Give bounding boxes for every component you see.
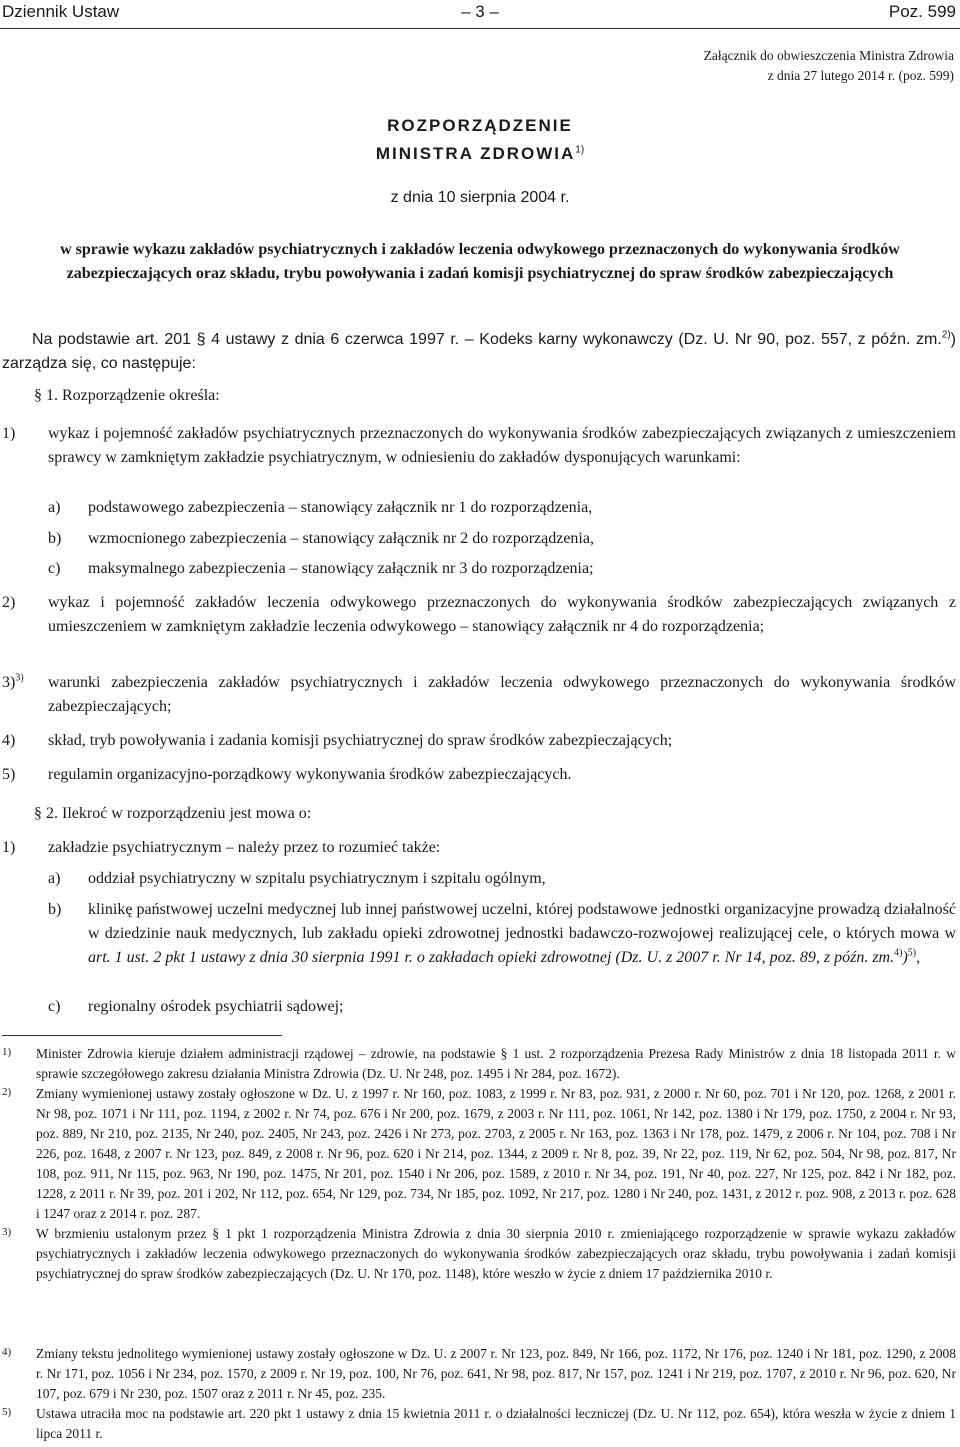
annex-note: [534, 46, 954, 86]
footnote-1-text: Minister Zdrowia kieruje działem administracji rządowej – zdrowie, na podstawie § 1 ust. 2 rozporządzenia Prezesa Rady Ministrów z dnia 18 listopada 2011 r. w sprawie szczegółowego zakresu działania Ministra Zdrowia (Dz. U. Nr 248, poz. 1495 i Nr 284, poz. 1672).: [36, 1046, 956, 1081]
s1-item-4-text: skład, tryb powoływania i zadania komisji psychiatrycznej do spraw środków zabezpieczających;: [48, 732, 673, 749]
s2-sub-b-text-1: klinikę państwowej uczelni medycznej lub innej państwowej uczelni, której podstawowe jednostki organizacyjne prowadzą działalność w dziedzinie nauk medycznych, lub zakładu opieki zdrowotnej jednostki badawczo-rozwojowej realizującej cele, o których mowa w: [88, 901, 956, 942]
s1-sub-c-label: c): [48, 560, 61, 577]
s1-item-1-number: 1): [2, 425, 16, 442]
footnote-5-number: 5): [2, 1406, 12, 1418]
position-number: Poz. 599: [888, 2, 956, 21]
s2-sub-b-footnote-ref-5: 5): [907, 947, 917, 959]
s1-sub-a-label: a): [48, 499, 61, 516]
section-2-heading: § 2. Ilekroć w rozporządzeniu jest mowa o:: [34, 805, 312, 822]
s1-item-3-footnote-ref: 3): [15, 672, 24, 684]
annex-line-2: z dnia 27 lutego 2014 r. (poz. 599): [767, 68, 954, 83]
s1-item-1-text: wykaz i pojemność zakładów psychiatrycznych przeznaczonych do wykonywania środków zabezpieczających związanych z umieszczeniem sprawcy w zamkniętym zakładzie psychiatrycznym, w odniesieniu do zakładów dysponujących warunkami:: [48, 425, 956, 466]
s2-sub-b-text: klinikę państwowej uczelni medycznej lub innej państwowej uczelni, której podstawowe jednostki organizacyjne prowadzą działalność w dziedzinie nauk medycznych, lub zakładu opieki zdrowotnej jednostki badawczo-rozwojowej realizującej cele, o których mowa w art. 1 ust. 2 pkt 1 ustawy z dnia 30 sierpnia 1991 r. o zakładach opieki zdrowotnej (Dz. U. z 2007 r. Nr 14, poz. 89, z późn. zm.$^{4)}$)$^{5)}$,: [88, 901, 956, 966]
s1-item-2-text: wykaz i pojemność zakładów leczenia odwykowego przeznaczonych do wykonywania środków zabezpieczających związanych z umieszczeniem w zamkniętym zakładzie leczenia odwykowego – stanowiący załącznik nr 4 do rozporządzenia;: [48, 594, 956, 635]
document-date: z dnia 10 sierpnia 2004 r.: [390, 189, 570, 206]
preamble: [2, 328, 956, 376]
footnote-4-text: Zmiany tekstu jednolitego wymienionej ustawy zostały ogłoszone w Dz. U. z 2007 r. Nr 123, poz. 849, Nr 166, poz. 1172, Nr 176, poz. 1240 i Nr 181, poz. 1290, z 2008 r. Nr 171, poz. 1056 i Nr 234, poz. 1570, z 2009 r. Nr 19, poz. 100, Nr 76, poz. 641, Nr 98, poz. 817, Nr 157, poz. 1241 i Nr 219, poz. 1707, z 2010 r. Nr 96, poz. 620, Nr 107, poz. 679 i Nr 230, poz. 1507 oraz z 2011 r. Nr 45, poz. 235.: [36, 1346, 956, 1401]
s1-item-3-text: warunki zabezpieczenia zakładów psychiatrycznych i zakładów leczenia odwykowego przeznaczonych do wykonywania środków zabezpieczających;: [48, 674, 956, 715]
footnote-1-number: 1): [2, 1046, 12, 1058]
header-rule: [0, 28, 960, 29]
title-ministry: MINISTRA ZDROWIA: [375, 144, 576, 163]
s2-item-1-text: zakładzie psychiatrycznym – należy przez to rozumieć także:: [48, 839, 441, 856]
title-footnote-ref: 1): [575, 144, 585, 156]
s2-sub-b-end: ,: [916, 949, 921, 966]
s2-item-1-number: 1): [2, 839, 16, 856]
s1-item-3-number: [2, 671, 24, 695]
title-line-2: [0, 144, 960, 164]
s2-sub-c-text: regionalny ośrodek psychiatrii sądowej;: [88, 998, 344, 1015]
s1-item-4-number: 4): [2, 732, 16, 749]
s2-sub-b-citation: art. 1 ust. 2 pkt 1 ustawy z dnia 30 sierpnia 1991 r. o zakładach opieki zdrowotnej (Dz. U. z 2007 r. Nr 14, poz. 89, z późn. zm.: [88, 949, 895, 966]
footnote-5-text: Ustawa utraciła moc na podstawie art. 220 pkt 1 ustawy z dnia 15 kwietnia 2011 r. o działalności leczniczej (Dz. U. Nr 112, poz. 654), która weszła w życie z dniem 1 lipca 2011 r.: [36, 1406, 956, 1441]
page-number: – 3 –: [461, 2, 499, 21]
s1-item-5-text: regulamin organizacyjno-porządkowy wykonywania środków zabezpieczających.: [48, 766, 572, 783]
page-header: [0, 2, 960, 26]
s2-sub-b-label: b): [48, 901, 62, 918]
s1-item-3-num: 3): [2, 674, 16, 691]
annex-line-1: Załącznik do obwieszczenia Ministra Zdrowia: [703, 48, 954, 63]
s2-sub-a-label: a): [48, 870, 61, 887]
preamble-footnote-ref: 2): [941, 329, 951, 341]
s1-item-5-number: 5): [2, 766, 16, 783]
journal-name: Dziennik Ustaw: [2, 2, 120, 21]
s1-sub-b-label: b): [48, 530, 62, 547]
s1-item-2-number: 2): [2, 594, 16, 611]
s2-sub-a-text: oddział psychiatryczny w szpitalu psychiatrycznym i szpitalu ogólnym,: [88, 870, 546, 887]
footnote-rule: [2, 1035, 282, 1036]
s1-sub-b-text: wzmocnionego zabezpieczenia – stanowiący załącznik nr 2 do rozporządzenia,: [88, 530, 594, 547]
footnote-3-number: 3): [2, 1226, 12, 1238]
title-line-1: ROZPORZĄDZENIE: [387, 116, 573, 135]
s1-sub-c-text: maksymalnego zabezpieczenia – stanowiący załącznik nr 3 do rozporządzenia;: [88, 560, 594, 577]
preamble-end: ) zarządza się, co następuje:: [2, 331, 956, 372]
s1-sub-a-text: podstawowego zabezpieczenia – stanowiący załącznik nr 1 do rozporządzenia,: [88, 499, 593, 516]
document-subject: w sprawie wykazu zakładów psychiatrycznych i zakładów leczenia odwykowego przeznaczonych do wykonywania środków zabezpieczających oraz składu, trybu powoływania i zadań komisji psychiatrycznej do spraw środków zabezpieczających: [60, 241, 900, 282]
section-1-heading: § 1. Rozporządzenie określa:: [34, 387, 220, 404]
s2-sub-b-footnote-ref-4: 4): [894, 947, 903, 959]
footnote-3-text: W brzmieniu ustalonym przez § 1 pkt 1 rozporządzenia Ministra Zdrowia z dnia 30 sierpnia 2010 r. zmieniającego rozporządzenie w sprawie wykazu zakładów psychiatrycznych i zakładów leczenia odwykowego przeznaczonych do wykonywania środków zabezpieczających oraz składu, trybu powoływania i zadań komisji psychiatrycznej do spraw środków zabezpieczających (Dz. U. Nr 170, poz. 1148), które weszło w życie z dniem 17 października 2010 r.: [36, 1226, 956, 1281]
footnote-4-number: 4): [2, 1346, 12, 1358]
s2-sub-c-label: c): [48, 998, 61, 1015]
preamble-text: Na podstawie art. 201 § 4 ustawy z dnia 6 czerwca 1997 r. – Kodeks karny wykonawczy (Dz. U. Nr 90, poz. 557, z późn. zm.: [32, 331, 942, 348]
footnote-2-text: Zmiany wymienionej ustawy zostały ogłoszone w Dz. U. z 1997 r. Nr 160, poz. 1083, z 1999 r. Nr 83, poz. 931, z 2000 r. Nr 60, poz. 701 i Nr 120, poz. 1268, z 2001 r. Nr 98, poz. 1071 i Nr 111, poz. 1194, z 2002 r. Nr 74, poz. 676 i Nr 200, poz. 1679, z 2003 r. Nr 111, poz. 1061, Nr 142, poz. 1380 i Nr 179, poz. 1750, z 2004 r. Nr 93, poz. 889, Nr 210, poz. 2135, Nr 240, poz. 2405, Nr 243, poz. 2426 i Nr 273, poz. 2703, z 2005 r. Nr 163, poz. 1363 i Nr 178, poz. 1479, z 2006 r. Nr 104, poz. 708 i Nr 226, poz. 1648, z 2007 r. Nr 123, poz. 849, z 2008 r. Nr 96, poz. 620 i Nr 214, poz. 1344, z 2009 r. Nr 8, poz. 39, Nr 22, poz. 119, Nr 62, poz. 504, Nr 98, poz. 817, Nr 108, poz. 911, Nr 115, poz. 963, Nr 190, poz. 1475, Nr 201, poz. 1540 i Nr 206, poz. 1589, z 2010 r. Nr 34, poz. 191, Nr 40, poz. 227, Nr 125, poz. 842 i Nr 182, poz. 1228, z 2011 r. Nr 39, poz. 201 i 202, Nr 112, poz. 654, Nr 129, poz. 734, Nr 185, poz. 1092, Nr 217, poz. 1280 i Nr 240, poz. 1431, z 2012 r. poz. 908, z 2013 r. poz. 628 i 1247 oraz z 2014 r. poz. 287.: [36, 1086, 956, 1221]
footnote-2-number: 2): [2, 1086, 12, 1098]
